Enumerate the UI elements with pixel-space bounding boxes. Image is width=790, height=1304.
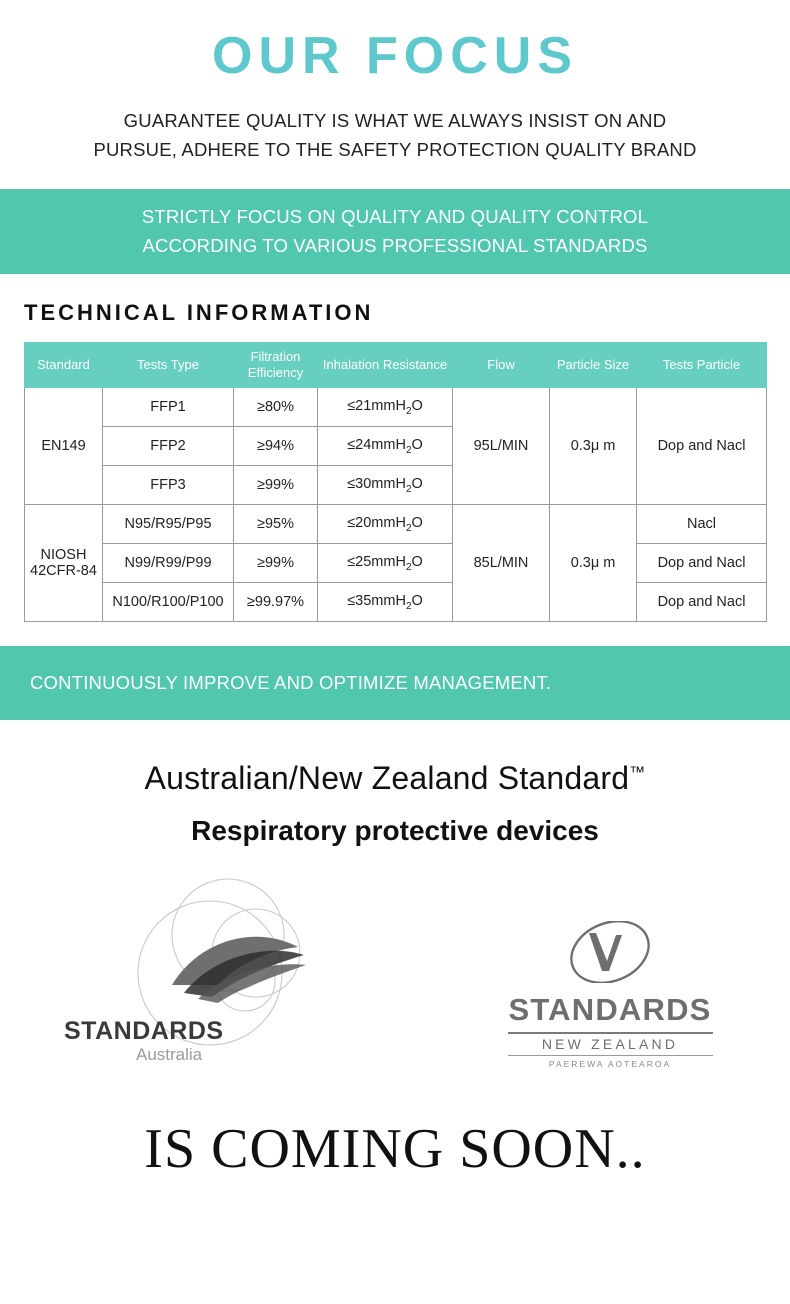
banner-top-line-1: STRICTLY FOCUS ON QUALITY AND QUALITY CONTROL: [141, 205, 649, 227]
cell-test-type: N95/R95/P95: [103, 505, 234, 544]
cell-inhalation: ≤20mmH$_2$O: [318, 505, 453, 544]
technical-information-table-wrap: [24, 342, 766, 623]
cell-test-type: FFP3: [103, 466, 234, 505]
cell-particle-size: 0.3μ m: [550, 505, 637, 622]
cell-filtration: ≥94%: [234, 427, 318, 466]
cell-standard-en149: EN149: [25, 388, 103, 505]
table-header-filtration-efficiency: Filtration Efficiency: [234, 342, 318, 388]
cell-filtration: ≥80%: [234, 388, 318, 427]
trademark-symbol: ™: [629, 764, 646, 782]
page-title: OUR FOCUS: [212, 27, 578, 85]
cell-test-type: N99/R99/P99: [103, 544, 234, 583]
aunz-standard-title: [0, 760, 790, 797]
table-header-standard: Standard: [25, 342, 103, 388]
section-heading-technical-information: TECHNICAL INFORMATION: [24, 299, 374, 325]
standards-australia-wordmark: STANDARDS: [64, 1016, 224, 1045]
table-row: [25, 583, 767, 622]
table-row: [25, 505, 767, 544]
cell-particle-size: 0.3μ m: [550, 388, 637, 505]
standards-new-zealand-wordmark: STANDARDS: [508, 991, 712, 1027]
standards-logos: [0, 863, 790, 1113]
cell-flow: 95L/MIN: [453, 388, 550, 505]
header-subtitle-line-2: PURSUE, ADHERE TO THE SAFETY PROTECTION QUALITY BRAND: [93, 138, 697, 160]
table-header-flow: Flow: [453, 342, 550, 388]
banner-top-line-2: ACCORDING TO VARIOUS PROFESSIONAL STANDARDS: [142, 235, 648, 257]
banner-continuous-improvement: [0, 646, 790, 720]
cell-tests-particle: Dop and Nacl: [637, 544, 767, 583]
cell-flow: 85L/MIN: [453, 505, 550, 622]
cell-tests-particle: Nacl: [637, 505, 767, 544]
cell-inhalation: ≤25mmH$_2$O: [318, 544, 453, 583]
table-header-tests-type: Tests Type: [103, 342, 234, 388]
cell-inhalation: ≤24mmH$_2$O: [318, 427, 453, 466]
table-header-particle-size: Particle Size: [550, 342, 637, 388]
aunz-standard-block: [0, 760, 790, 847]
coming-soon-text: IS COMING SOON..: [144, 1117, 646, 1180]
standards-new-zealand-logo: [470, 921, 750, 1069]
standards-australia-logo: [60, 873, 370, 1103]
banner-quality-focus: [0, 189, 790, 274]
cell-filtration: ≥99%: [234, 466, 318, 505]
cell-filtration: ≥99%: [234, 544, 318, 583]
table-header-inhalation-resistance: Inhalation Resistance: [318, 342, 453, 388]
header-subtitle-line-1: GUARANTEE QUALITY IS WHAT WE ALWAYS INSIST ON AND: [123, 110, 667, 132]
cell-inhalation: ≤30mmH$_2$O: [318, 466, 453, 505]
table-header-tests-particle: Tests Particle: [637, 342, 767, 388]
cell-inhalation: ≤21mmH$_2$O: [318, 388, 453, 427]
aunz-standard-subtitle: Respiratory protective devices: [191, 814, 599, 846]
cell-test-type: FFP1: [103, 388, 234, 427]
nz-divider-2: [508, 1055, 713, 1056]
technical-information-table: [24, 342, 767, 623]
standards-australia-region: Australia: [136, 1044, 203, 1064]
banner-bottom-text: CONTINUOUSLY IMPROVE AND OPTIMIZE MANAGEMENT.: [30, 672, 552, 694]
standards-new-zealand-mark-icon: [550, 921, 670, 983]
cell-tests-particle: Dop and Nacl: [637, 583, 767, 622]
header-subtitle: [0, 107, 790, 164]
standards-new-zealand-region: NEW ZEALAND: [541, 1035, 679, 1052]
cell-test-type: N100/R100/P100: [103, 583, 234, 622]
table-row: [25, 544, 767, 583]
cell-tests-particle: Dop and Nacl: [637, 388, 767, 505]
table-header-row: [25, 342, 767, 388]
cell-inhalation: ≤35mmH$_2$O: [318, 583, 453, 622]
standards-new-zealand-maori: PAEREWA AOTEAROA: [548, 1058, 672, 1069]
cell-test-type: FFP2: [103, 427, 234, 466]
cell-standard-niosh: NIOSH 42CFR-84: [25, 505, 103, 622]
cell-filtration: ≥99.97%: [234, 583, 318, 622]
aunz-title-text: Australian/New Zealand Standard: [144, 759, 630, 796]
nz-divider-1: [508, 1032, 713, 1034]
table-row: [25, 388, 767, 427]
cell-filtration: ≥95%: [234, 505, 318, 544]
